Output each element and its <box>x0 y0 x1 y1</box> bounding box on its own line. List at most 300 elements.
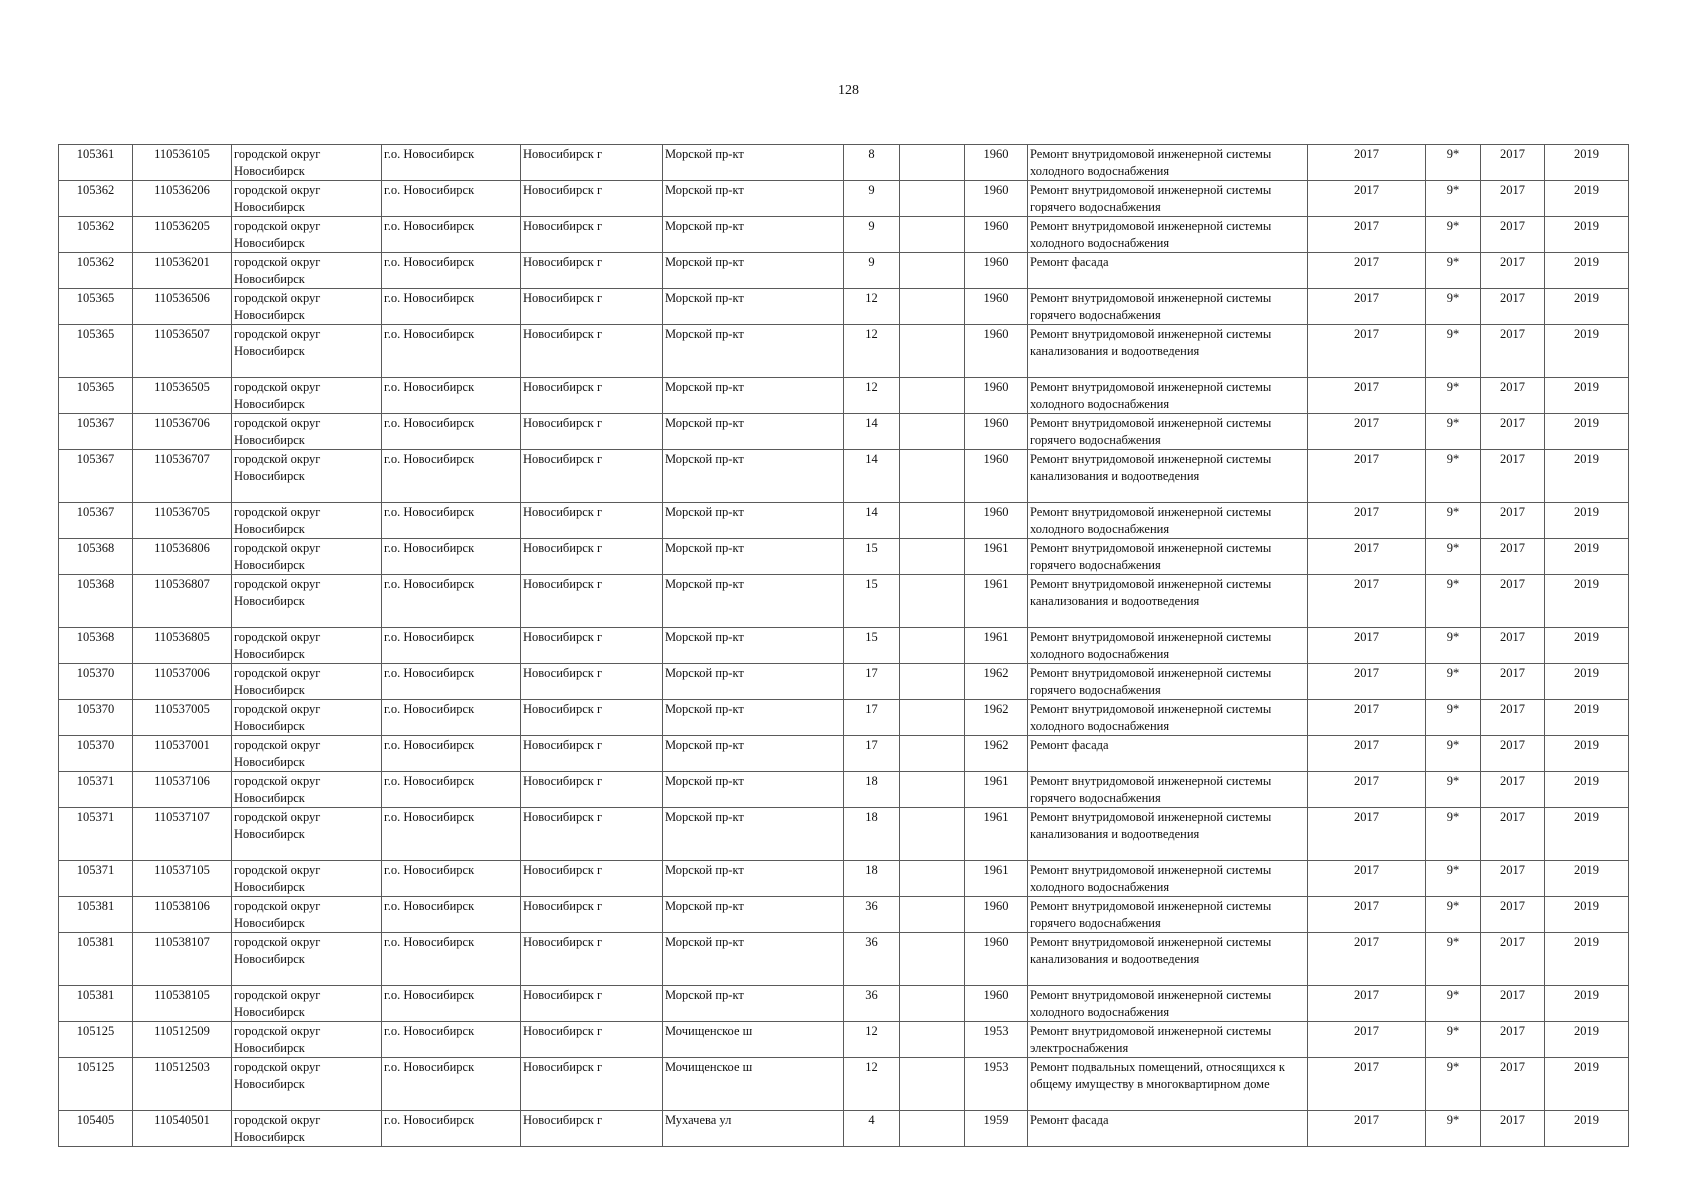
cell-settlement: г.о. Новосибирск <box>382 772 521 808</box>
cell-work-type: Ремонт внутридомовой инженерной системы горячего водоснабжения <box>1028 414 1308 450</box>
cell-category: 9* <box>1426 664 1481 700</box>
cell-work-type: Ремонт внутридомовой инженерной системы электроснабжения <box>1028 1022 1308 1058</box>
cell-street: Морской пр-кт <box>663 539 844 575</box>
cell-object-id: 105125 <box>59 1022 133 1058</box>
cell-year-built: 1953 <box>965 1022 1028 1058</box>
cell-building <box>900 897 965 933</box>
cell-object-id: 105371 <box>59 772 133 808</box>
cell-work-code: 110536105 <box>133 145 232 181</box>
cell-settlement: г.о. Новосибирск <box>382 145 521 181</box>
cell-work-type: Ремонт внутридомовой инженерной системы холодного водоснабжения <box>1028 628 1308 664</box>
cell-work-type: Ремонт внутридомовой инженерной системы холодного водоснабжения <box>1028 378 1308 414</box>
cell-work-code: 110536807 <box>133 575 232 628</box>
cell-start-year: 2017 <box>1481 575 1545 628</box>
cell-start-year: 2017 <box>1481 450 1545 503</box>
cell-street: Морской пр-кт <box>663 897 844 933</box>
cell-work-type: Ремонт фасада <box>1028 736 1308 772</box>
cell-street: Морской пр-кт <box>663 503 844 539</box>
cell-end-year: 2019 <box>1545 897 1629 933</box>
cell-house-number: 36 <box>844 933 900 986</box>
cell-category: 9* <box>1426 736 1481 772</box>
cell-end-year: 2019 <box>1545 217 1629 253</box>
cell-end-year: 2019 <box>1545 450 1629 503</box>
cell-house-number: 12 <box>844 1058 900 1111</box>
cell-street: Морской пр-кт <box>663 664 844 700</box>
cell-house-number: 9 <box>844 181 900 217</box>
cell-category: 9* <box>1426 253 1481 289</box>
cell-locality: Новосибирск г <box>521 145 663 181</box>
table-row <box>59 253 1629 289</box>
cell-category: 9* <box>1426 808 1481 861</box>
cell-work-type: Ремонт внутридомовой инженерной системы горячего водоснабжения <box>1028 539 1308 575</box>
cell-year-built: 1961 <box>965 861 1028 897</box>
cell-start-year: 2017 <box>1481 217 1545 253</box>
cell-house-number: 12 <box>844 325 900 378</box>
cell-start-year: 2017 <box>1481 933 1545 986</box>
cell-building <box>900 145 965 181</box>
cell-settlement: г.о. Новосибирск <box>382 575 521 628</box>
cell-work-type: Ремонт внутридомовой инженерной системы канализования и водоотведения <box>1028 933 1308 986</box>
cell-start-year: 2017 <box>1481 808 1545 861</box>
cell-municipality: городской округ Новосибирск <box>232 414 382 450</box>
cell-work-type: Ремонт внутридомовой инженерной системы холодного водоснабжения <box>1028 503 1308 539</box>
cell-settlement: г.о. Новосибирск <box>382 628 521 664</box>
cell-end-year: 2019 <box>1545 253 1629 289</box>
cell-building <box>900 1022 965 1058</box>
table-row <box>59 325 1629 378</box>
cell-work-type: Ремонт фасада <box>1028 1111 1308 1147</box>
cell-object-id: 105368 <box>59 539 133 575</box>
cell-work-type: Ремонт внутридомовой инженерной системы канализования и водоотведения <box>1028 450 1308 503</box>
cell-building <box>900 664 965 700</box>
cell-locality: Новосибирск г <box>521 897 663 933</box>
cell-category: 9* <box>1426 503 1481 539</box>
cell-plan-year: 2017 <box>1308 503 1426 539</box>
cell-plan-year: 2017 <box>1308 897 1426 933</box>
cell-category: 9* <box>1426 325 1481 378</box>
cell-municipality: городской округ Новосибирск <box>232 450 382 503</box>
cell-locality: Новосибирск г <box>521 986 663 1022</box>
cell-municipality: городской округ Новосибирск <box>232 700 382 736</box>
cell-street: Морской пр-кт <box>663 808 844 861</box>
cell-category: 9* <box>1426 414 1481 450</box>
cell-start-year: 2017 <box>1481 628 1545 664</box>
cell-end-year: 2019 <box>1545 181 1629 217</box>
table-row <box>59 145 1629 181</box>
cell-settlement: г.о. Новосибирск <box>382 736 521 772</box>
cell-plan-year: 2017 <box>1308 181 1426 217</box>
cell-house-number: 36 <box>844 986 900 1022</box>
table-row <box>59 628 1629 664</box>
cell-building <box>900 736 965 772</box>
cell-start-year: 2017 <box>1481 772 1545 808</box>
table-row <box>59 289 1629 325</box>
table-row <box>59 808 1629 861</box>
cell-work-code: 110536707 <box>133 450 232 503</box>
cell-object-id: 105370 <box>59 664 133 700</box>
cell-plan-year: 2017 <box>1308 1111 1426 1147</box>
cell-municipality: городской округ Новосибирск <box>232 664 382 700</box>
cell-house-number: 17 <box>844 664 900 700</box>
cell-building <box>900 450 965 503</box>
table-row <box>59 772 1629 808</box>
cell-start-year: 2017 <box>1481 897 1545 933</box>
cell-work-code: 110537006 <box>133 664 232 700</box>
cell-year-built: 1960 <box>965 503 1028 539</box>
cell-work-code: 110537105 <box>133 861 232 897</box>
cell-settlement: г.о. Новосибирск <box>382 378 521 414</box>
cell-work-type: Ремонт фасада <box>1028 253 1308 289</box>
cell-year-built: 1960 <box>965 253 1028 289</box>
cell-start-year: 2017 <box>1481 414 1545 450</box>
cell-locality: Новосибирск г <box>521 181 663 217</box>
cell-building <box>900 217 965 253</box>
cell-building <box>900 325 965 378</box>
cell-settlement: г.о. Новосибирск <box>382 986 521 1022</box>
cell-locality: Новосибирск г <box>521 861 663 897</box>
cell-street: Морской пр-кт <box>663 217 844 253</box>
cell-settlement: г.о. Новосибирск <box>382 253 521 289</box>
cell-street: Мочищенское ш <box>663 1058 844 1111</box>
table-row <box>59 897 1629 933</box>
cell-work-code: 110536201 <box>133 253 232 289</box>
table-row <box>59 217 1629 253</box>
cell-category: 9* <box>1426 145 1481 181</box>
cell-municipality: городской округ Новосибирск <box>232 217 382 253</box>
cell-object-id: 105381 <box>59 986 133 1022</box>
cell-category: 9* <box>1426 289 1481 325</box>
cell-category: 9* <box>1426 700 1481 736</box>
cell-year-built: 1962 <box>965 736 1028 772</box>
cell-plan-year: 2017 <box>1308 986 1426 1022</box>
cell-year-built: 1960 <box>965 897 1028 933</box>
cell-house-number: 36 <box>844 897 900 933</box>
capital-repair-table <box>58 144 1629 1147</box>
cell-street: Морской пр-кт <box>663 772 844 808</box>
cell-end-year: 2019 <box>1545 628 1629 664</box>
cell-category: 9* <box>1426 539 1481 575</box>
cell-category: 9* <box>1426 772 1481 808</box>
cell-municipality: городской округ Новосибирск <box>232 736 382 772</box>
cell-building <box>900 414 965 450</box>
cell-street: Морской пр-кт <box>663 253 844 289</box>
cell-year-built: 1960 <box>965 414 1028 450</box>
cell-end-year: 2019 <box>1545 503 1629 539</box>
cell-house-number: 17 <box>844 700 900 736</box>
cell-year-built: 1960 <box>965 986 1028 1022</box>
cell-locality: Новосибирск г <box>521 736 663 772</box>
cell-work-type: Ремонт внутридомовой инженерной системы канализования и водоотведения <box>1028 575 1308 628</box>
cell-work-code: 110512509 <box>133 1022 232 1058</box>
cell-work-type: Ремонт внутридомовой инженерной системы холодного водоснабжения <box>1028 145 1308 181</box>
cell-municipality: городской округ Новосибирск <box>232 628 382 664</box>
cell-building <box>900 539 965 575</box>
cell-year-built: 1961 <box>965 808 1028 861</box>
cell-municipality: городской округ Новосибирск <box>232 933 382 986</box>
cell-street: Морской пр-кт <box>663 145 844 181</box>
cell-start-year: 2017 <box>1481 1058 1545 1111</box>
cell-locality: Новосибирск г <box>521 700 663 736</box>
cell-building <box>900 628 965 664</box>
table-row <box>59 378 1629 414</box>
cell-locality: Новосибирск г <box>521 217 663 253</box>
cell-building <box>900 1111 965 1147</box>
cell-work-type: Ремонт внутридомовой инженерной системы холодного водоснабжения <box>1028 700 1308 736</box>
cell-settlement: г.о. Новосибирск <box>382 861 521 897</box>
table-row <box>59 414 1629 450</box>
table-row <box>59 933 1629 986</box>
cell-street: Морской пр-кт <box>663 450 844 503</box>
cell-house-number: 12 <box>844 378 900 414</box>
cell-category: 9* <box>1426 378 1481 414</box>
cell-work-type: Ремонт внутридомовой инженерной системы горячего водоснабжения <box>1028 664 1308 700</box>
cell-locality: Новосибирск г <box>521 503 663 539</box>
cell-building <box>900 861 965 897</box>
cell-plan-year: 2017 <box>1308 628 1426 664</box>
cell-locality: Новосибирск г <box>521 450 663 503</box>
cell-building <box>900 181 965 217</box>
cell-municipality: городской округ Новосибирск <box>232 503 382 539</box>
cell-plan-year: 2017 <box>1308 414 1426 450</box>
cell-street: Морской пр-кт <box>663 181 844 217</box>
cell-end-year: 2019 <box>1545 1022 1629 1058</box>
cell-settlement: г.о. Новосибирск <box>382 289 521 325</box>
cell-locality: Новосибирск г <box>521 539 663 575</box>
cell-municipality: городской округ Новосибирск <box>232 808 382 861</box>
cell-category: 9* <box>1426 628 1481 664</box>
cell-house-number: 18 <box>844 772 900 808</box>
table-row <box>59 181 1629 217</box>
cell-settlement: г.о. Новосибирск <box>382 1022 521 1058</box>
cell-street: Морской пр-кт <box>663 861 844 897</box>
cell-work-type: Ремонт внутридомовой инженерной системы холодного водоснабжения <box>1028 986 1308 1022</box>
cell-object-id: 105381 <box>59 933 133 986</box>
cell-work-code: 110537107 <box>133 808 232 861</box>
cell-work-code: 110538106 <box>133 897 232 933</box>
cell-start-year: 2017 <box>1481 1111 1545 1147</box>
cell-municipality: городской округ Новосибирск <box>232 253 382 289</box>
table-row <box>59 1058 1629 1111</box>
cell-house-number: 8 <box>844 145 900 181</box>
cell-start-year: 2017 <box>1481 664 1545 700</box>
cell-start-year: 2017 <box>1481 325 1545 378</box>
cell-locality: Новосибирск г <box>521 325 663 378</box>
cell-work-code: 110537001 <box>133 736 232 772</box>
cell-object-id: 105367 <box>59 450 133 503</box>
cell-locality: Новосибирск г <box>521 289 663 325</box>
cell-object-id: 105365 <box>59 325 133 378</box>
cell-end-year: 2019 <box>1545 986 1629 1022</box>
cell-category: 9* <box>1426 217 1481 253</box>
cell-object-id: 105368 <box>59 575 133 628</box>
cell-work-code: 110536205 <box>133 217 232 253</box>
table-body <box>59 145 1629 1147</box>
cell-year-built: 1960 <box>965 145 1028 181</box>
cell-work-type: Ремонт внутридомовой инженерной системы горячего водоснабжения <box>1028 289 1308 325</box>
cell-year-built: 1960 <box>965 450 1028 503</box>
cell-street: Морской пр-кт <box>663 736 844 772</box>
cell-object-id: 105365 <box>59 289 133 325</box>
cell-object-id: 105362 <box>59 253 133 289</box>
cell-settlement: г.о. Новосибирск <box>382 539 521 575</box>
table-row <box>59 664 1629 700</box>
cell-building <box>900 289 965 325</box>
cell-building <box>900 772 965 808</box>
cell-street: Морской пр-кт <box>663 575 844 628</box>
cell-end-year: 2019 <box>1545 378 1629 414</box>
cell-plan-year: 2017 <box>1308 772 1426 808</box>
cell-locality: Новосибирск г <box>521 575 663 628</box>
cell-locality: Новосибирск г <box>521 378 663 414</box>
cell-object-id: 105367 <box>59 503 133 539</box>
cell-locality: Новосибирск г <box>521 808 663 861</box>
cell-year-built: 1961 <box>965 539 1028 575</box>
cell-street: Морской пр-кт <box>663 414 844 450</box>
cell-work-type: Ремонт внутридомовой инженерной системы канализования и водоотведения <box>1028 325 1308 378</box>
cell-end-year: 2019 <box>1545 736 1629 772</box>
cell-municipality: городской округ Новосибирск <box>232 145 382 181</box>
cell-street: Морской пр-кт <box>663 986 844 1022</box>
table-row <box>59 539 1629 575</box>
cell-work-code: 110540501 <box>133 1111 232 1147</box>
cell-object-id: 105405 <box>59 1111 133 1147</box>
cell-settlement: г.о. Новосибирск <box>382 933 521 986</box>
cell-settlement: г.о. Новосибирск <box>382 808 521 861</box>
page-number: 128 <box>838 83 859 98</box>
cell-start-year: 2017 <box>1481 378 1545 414</box>
cell-locality: Новосибирск г <box>521 664 663 700</box>
cell-object-id: 105368 <box>59 628 133 664</box>
cell-year-built: 1959 <box>965 1111 1028 1147</box>
cell-house-number: 15 <box>844 539 900 575</box>
cell-year-built: 1962 <box>965 700 1028 736</box>
cell-end-year: 2019 <box>1545 414 1629 450</box>
cell-building <box>900 503 965 539</box>
cell-end-year: 2019 <box>1545 700 1629 736</box>
cell-start-year: 2017 <box>1481 289 1545 325</box>
cell-street: Морской пр-кт <box>663 933 844 986</box>
cell-work-code: 110536507 <box>133 325 232 378</box>
cell-start-year: 2017 <box>1481 539 1545 575</box>
cell-year-built: 1953 <box>965 1058 1028 1111</box>
cell-work-code: 110536505 <box>133 378 232 414</box>
cell-building <box>900 253 965 289</box>
cell-settlement: г.о. Новосибирск <box>382 1111 521 1147</box>
cell-street: Морской пр-кт <box>663 700 844 736</box>
cell-work-type: Ремонт внутридомовой инженерной системы горячего водоснабжения <box>1028 897 1308 933</box>
cell-municipality: городской округ Новосибирск <box>232 181 382 217</box>
cell-object-id: 105362 <box>59 217 133 253</box>
cell-settlement: г.о. Новосибирск <box>382 503 521 539</box>
cell-house-number: 18 <box>844 808 900 861</box>
cell-municipality: городской округ Новосибирск <box>232 1111 382 1147</box>
table-row <box>59 575 1629 628</box>
cell-municipality: городской округ Новосибирск <box>232 289 382 325</box>
table-row <box>59 450 1629 503</box>
cell-category: 9* <box>1426 1058 1481 1111</box>
cell-end-year: 2019 <box>1545 808 1629 861</box>
cell-category: 9* <box>1426 986 1481 1022</box>
cell-start-year: 2017 <box>1481 861 1545 897</box>
cell-house-number: 17 <box>844 736 900 772</box>
cell-municipality: городской округ Новосибирск <box>232 986 382 1022</box>
table-row <box>59 503 1629 539</box>
cell-end-year: 2019 <box>1545 1058 1629 1111</box>
cell-plan-year: 2017 <box>1308 253 1426 289</box>
cell-street: Морской пр-кт <box>663 628 844 664</box>
cell-object-id: 105381 <box>59 897 133 933</box>
cell-locality: Новосибирск г <box>521 1022 663 1058</box>
cell-plan-year: 2017 <box>1308 1058 1426 1111</box>
cell-work-type: Ремонт подвальных помещений, относящихся к общему имуществу в многоквартирном доме <box>1028 1058 1308 1111</box>
cell-street: Морской пр-кт <box>663 289 844 325</box>
cell-work-code: 110537005 <box>133 700 232 736</box>
cell-end-year: 2019 <box>1545 933 1629 986</box>
cell-start-year: 2017 <box>1481 181 1545 217</box>
cell-work-type: Ремонт внутридомовой инженерной системы холодного водоснабжения <box>1028 861 1308 897</box>
cell-house-number: 15 <box>844 575 900 628</box>
cell-object-id: 105367 <box>59 414 133 450</box>
cell-locality: Новосибирск г <box>521 1058 663 1111</box>
cell-object-id: 105371 <box>59 861 133 897</box>
cell-work-code: 110536506 <box>133 289 232 325</box>
cell-settlement: г.о. Новосибирск <box>382 450 521 503</box>
cell-street: Морской пр-кт <box>663 378 844 414</box>
cell-category: 9* <box>1426 933 1481 986</box>
cell-object-id: 105365 <box>59 378 133 414</box>
cell-start-year: 2017 <box>1481 253 1545 289</box>
cell-municipality: городской округ Новосибирск <box>232 897 382 933</box>
cell-building <box>900 378 965 414</box>
cell-house-number: 9 <box>844 217 900 253</box>
table-row <box>59 1022 1629 1058</box>
cell-plan-year: 2017 <box>1308 217 1426 253</box>
cell-plan-year: 2017 <box>1308 808 1426 861</box>
cell-municipality: городской округ Новосибирск <box>232 772 382 808</box>
cell-house-number: 15 <box>844 628 900 664</box>
cell-category: 9* <box>1426 1111 1481 1147</box>
cell-house-number: 14 <box>844 503 900 539</box>
cell-plan-year: 2017 <box>1308 325 1426 378</box>
cell-street: Мухачева ул <box>663 1111 844 1147</box>
cell-settlement: г.о. Новосибирск <box>382 664 521 700</box>
cell-work-code: 110536805 <box>133 628 232 664</box>
cell-object-id: 105370 <box>59 736 133 772</box>
table-row <box>59 986 1629 1022</box>
cell-start-year: 2017 <box>1481 736 1545 772</box>
cell-end-year: 2019 <box>1545 539 1629 575</box>
cell-start-year: 2017 <box>1481 503 1545 539</box>
cell-street: Морской пр-кт <box>663 325 844 378</box>
cell-work-type: Ремонт внутридомовой инженерной системы горячего водоснабжения <box>1028 181 1308 217</box>
cell-year-built: 1961 <box>965 628 1028 664</box>
cell-plan-year: 2017 <box>1308 289 1426 325</box>
cell-locality: Новосибирск г <box>521 933 663 986</box>
cell-category: 9* <box>1426 861 1481 897</box>
cell-locality: Новосибирск г <box>521 253 663 289</box>
cell-year-built: 1962 <box>965 664 1028 700</box>
cell-year-built: 1961 <box>965 772 1028 808</box>
cell-municipality: городской округ Новосибирск <box>232 378 382 414</box>
table-row <box>59 861 1629 897</box>
cell-plan-year: 2017 <box>1308 933 1426 986</box>
cell-house-number: 4 <box>844 1111 900 1147</box>
cell-work-code: 110536706 <box>133 414 232 450</box>
cell-work-code: 110536705 <box>133 503 232 539</box>
cell-object-id: 105125 <box>59 1058 133 1111</box>
cell-municipality: городской округ Новосибирск <box>232 861 382 897</box>
cell-house-number: 14 <box>844 414 900 450</box>
